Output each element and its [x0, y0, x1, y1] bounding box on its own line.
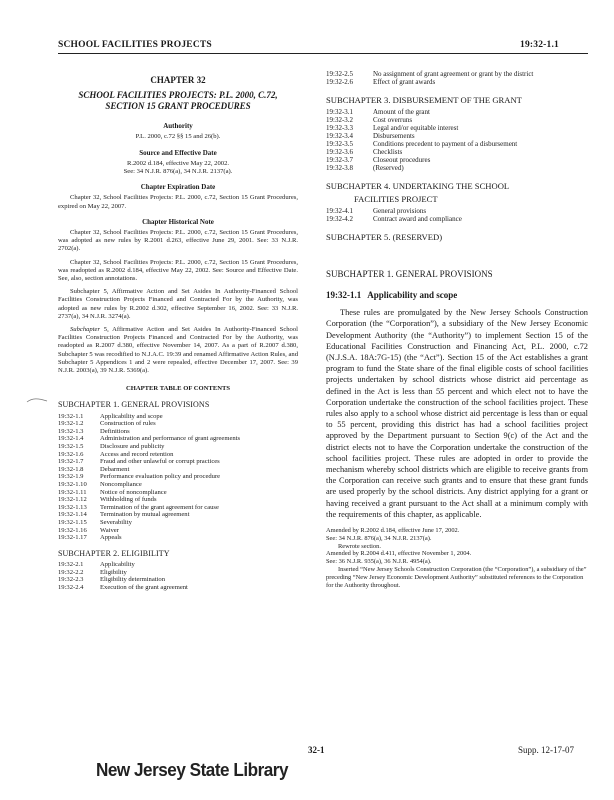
toc-section-title: Noncompliance: [100, 481, 142, 489]
toc-section-number: 19:32-1.15: [58, 519, 87, 526]
toc-row: [58, 584, 298, 592]
toc-section-title: Appeals: [100, 534, 122, 542]
toc-section-number: 19:32-1.4: [58, 435, 84, 443]
toc-subchapter-4-list: [326, 207, 588, 223]
toc-section-number: 19:32-2.6: [326, 78, 354, 86]
left-column: [58, 72, 298, 591]
amendment-note-5: See: 36 N.J.R. 935(a), 36 N.J.R. 4954(a).: [326, 558, 432, 566]
toc-section-title: Applicability: [100, 560, 135, 568]
toc-section-number: 19:32-3.7: [326, 156, 354, 164]
toc-row: [326, 108, 588, 116]
toc-section-title: Definitions: [100, 427, 130, 435]
toc-heading: CHAPTER TABLE OF CONTENTS: [125, 385, 231, 393]
margin-pencil-mark: [26, 397, 48, 403]
toc-section-title: Construction of rules: [100, 420, 156, 428]
source-heading: Source and Effective Date: [139, 148, 217, 157]
toc-section-number: 19:32-3.4: [326, 132, 354, 140]
amendment-note-6: Inserted “New Jersey Schools Construction Corporation (the “Corporation”), a subsidiary of the” preceding “New Jersey Economic Development Authority” substituted references to the Corporation for the Authority throughout.: [326, 566, 587, 589]
toc-row: [58, 451, 298, 459]
toc-row: [326, 164, 588, 172]
toc-section-number: 19:32-1.16: [58, 526, 87, 534]
source-line-2: See: 34 N.J.R. 876(a), 34 N.J.R. 2137(a).: [123, 168, 233, 176]
toc-section-title: Checklists: [373, 148, 403, 156]
toc-row: [58, 481, 298, 489]
toc-section-number: 19:32-3.3: [326, 124, 354, 132]
toc-section-number: 19:32-1.2: [58, 420, 84, 428]
section-number: 19:32-1.1: [326, 289, 362, 300]
toc-row: [58, 489, 298, 497]
toc-subchapter-1-list: [58, 413, 298, 542]
toc-section-number: 19:32-4.1: [326, 207, 354, 215]
toc-section-title: Access and record retention: [100, 450, 174, 458]
toc-row: [58, 413, 298, 421]
toc-section-title: Waiver: [100, 526, 119, 534]
toc-section-title: Eligibility determination: [100, 576, 166, 584]
toc-row: [58, 473, 298, 481]
toc-section-number: 19:32-1.3: [58, 427, 84, 435]
toc-subchapter-3: SUBCHAPTER 3. DISBURSEMENT OF THE GRANT: [326, 95, 522, 105]
history-p4-lead: Subchapter: [70, 326, 101, 334]
section-body: These rules are promulgated by the New Jersey Schools Construction Corporation (the “Corporation”), a subsidiary of the New Jersey Economic Development Authority (the “Authority”) to implement Section 15 of the Educational Facilities Construction and Financing Act, P.L. 2000, c.72 (N.J.S.A. 18A:7G-15) (the “Act”). Section 15 of the Act establishes a grant program to fund the State share of the final eligible costs of school facilities projects undertaken by school districts whose district aid percentage as defined in the Act is less than 55 percent and which elect not to have the Corporation undertake the construction of the school facilities project. These rules also apply to a school whose district aid percentage is less than or equal to 55 percent, providing this district has had a school facilities project approved by the Department pursuant to Section 9(c) of the Act and the district elects not to have the Corporation undertake the construction of the school facilities project. These rules are adopted in order to provide the mechanism whereby school districts which are eligible to receive grants from the Corporation can receive such grants and to ensure that these grant funds are used properly by the school districts. Any district applying for a grant or having received a grant pursuant to the Act shall at a minimum comply with the requirements of this chapter, as applicable.: [326, 308, 588, 519]
supplement-date: Supp. 12-17-07: [518, 745, 574, 755]
toc-section-title: General provisions: [373, 207, 427, 215]
toc-row: [58, 435, 298, 443]
section-heading: [326, 291, 588, 300]
toc-row: [326, 116, 588, 124]
toc-section-number: 19:32-1.5: [58, 443, 84, 451]
toc-row: [58, 576, 298, 584]
toc-row: [58, 443, 298, 451]
toc-row: [326, 78, 588, 86]
toc-section-title: Termination of the grant agreement for cause: [100, 503, 219, 511]
toc-section-title: Cost overruns: [373, 116, 413, 124]
toc-section-number: 19:32-1.17: [58, 534, 87, 542]
chapter-number: CHAPTER 32: [150, 75, 206, 85]
toc-subchapter-2: SUBCHAPTER 2. ELIGIBILITY: [58, 548, 170, 558]
toc-row: [58, 428, 298, 436]
toc-section-number: 19:32-1.6: [58, 450, 84, 458]
toc-section-title: Debarment: [100, 465, 130, 473]
toc-section-title: Disbursements: [373, 132, 415, 140]
history-p4-text: 5, Affirmative Action and Set Asides In Authority-Financed School Facilities Construction Projects Financed and Contracted For by the Authority, was readopted as R.2007 d.380, effective November 14, 2007. As a part of R.2007 d.380, Subchapter 5 was recodified to N.J.A.C. 19:39 and renamed Affirmative Action Rules, and Subchapter 5 Appendices 1 and 2 were repealed, effective December 17, 2007. See: 39 N.J.R. 2003(a), 39 N.J.R. 5369(a).: [58, 326, 298, 375]
toc-row: [326, 124, 588, 132]
toc-subchapter-1: SUBCHAPTER 1. GENERAL PROVISIONS: [58, 400, 210, 410]
toc-row: [326, 140, 588, 148]
toc-section-title: Performance evaluation policy and procedure: [100, 473, 221, 481]
toc-section-title: Effect of grant awards: [373, 78, 436, 86]
toc-row: [58, 511, 298, 519]
subchapter-1-heading: SUBCHAPTER 1. GENERAL PROVISIONS: [326, 269, 493, 279]
section-title: Applicability and scope: [367, 289, 458, 300]
history-heading: Chapter Historical Note: [142, 217, 214, 226]
toc-section-number: 19:32-3.8: [326, 164, 354, 172]
toc-row: [58, 527, 298, 535]
toc-section-title: Disclosure and publicity: [100, 443, 165, 451]
toc-section-number: 19:32-1.11: [58, 488, 87, 496]
toc-row: [58, 519, 298, 527]
toc-section-title: Applicability and scope: [100, 412, 163, 420]
toc-section-number: 19:32-1.8: [58, 465, 84, 473]
toc-subchapter-2-continued: [326, 70, 588, 86]
authority-text: P.L. 2000, c.72 §§ 15 and 26(b).: [135, 133, 221, 141]
toc-section-number: 19:32-3.6: [326, 148, 354, 156]
toc-section-number: 19:32-2.3: [58, 576, 84, 584]
toc-section-title: No assignment of grant agreement or grant by the district: [373, 70, 534, 78]
toc-row: [326, 207, 588, 215]
toc-section-number: 19:32-1.9: [58, 473, 84, 481]
chapter-title: SCHOOL FACILITIES PROJECTS: P.L. 2000, C.72, SECTION 15 GRANT PROCEDURES: [78, 90, 278, 112]
page-number: 32-1: [308, 745, 325, 755]
toc-row: [58, 561, 298, 569]
toc-section-title: Eligibility: [100, 568, 127, 576]
toc-subchapter-5: SUBCHAPTER 5. (RESERVED): [326, 232, 443, 242]
toc-subchapter-4-line-1: SUBCHAPTER 4. UNDERTAKING THE SCHOOL: [326, 181, 510, 191]
history-paragraph-3: Subchapter 5, Affirmative Action and Set Asides In Authority-Financed School Facilities Construction Projects Financed and Contracted For by the Authority, was adopted as new rules by R.2002 d.302, effective September 16, 2002. See: 33 N.J.R. 2737(a), 34 N.J.R. 3274(a).: [58, 288, 298, 320]
expiration-text: Chapter 32, School Facilities Projects: P.L. 2000, c.72, Section 15 Grant Procedures, expired on May 22, 2007.: [58, 194, 298, 210]
toc-row: [58, 534, 298, 542]
toc-row: [58, 504, 298, 512]
amendment-note-3: Rewrote section.: [338, 542, 381, 550]
toc-row: [58, 569, 298, 577]
toc-section-title: Contract award and compliance: [373, 215, 462, 223]
toc-section-title: (Reserved): [373, 164, 404, 172]
right-column: [326, 70, 588, 589]
running-header-section: 19:32-1.1: [520, 40, 560, 50]
toc-section-number: 19:32-1.12: [58, 496, 87, 504]
toc-section-title: Severability: [100, 519, 132, 526]
toc-section-number: 19:32-2.2: [58, 568, 84, 576]
toc-section-number: 19:32-1.1: [58, 412, 84, 420]
toc-section-number: 19:32-1.10: [58, 481, 87, 489]
toc-section-title: Execution of the grant agreement: [100, 583, 188, 591]
toc-section-number: 19:32-1.14: [58, 511, 87, 519]
toc-section-number: 19:32-3.5: [326, 140, 354, 148]
source-line-1: R.2002 d.184, effective May 22, 2002.: [126, 159, 230, 167]
toc-section-title: Legal and/or equitable interest: [373, 124, 459, 132]
toc-row: [326, 70, 588, 78]
toc-section-number: 19:32-2.4: [58, 583, 84, 591]
library-stamp: New Jersey State Library: [96, 760, 289, 780]
toc-section-title: Notice of noncompliance: [100, 488, 167, 496]
toc-section-title: Conditions precedent to payment of a disbursement: [373, 140, 518, 148]
history-paragraph-4: [58, 326, 298, 375]
toc-subchapter-3-list: [326, 108, 588, 172]
toc-section-number: 19:32-4.2: [326, 215, 354, 223]
toc-section-title: Amount of the grant: [373, 108, 430, 116]
toc-row: [58, 420, 298, 428]
toc-section-title: Fraud and other unlawful or corrupt practices: [100, 458, 220, 466]
expiration-heading: Chapter Expiration Date: [140, 183, 216, 192]
toc-row: [58, 496, 298, 504]
running-header-title: SCHOOL FACILITIES PROJECTS: [58, 40, 212, 50]
toc-section-number: 19:32-3.2: [326, 116, 354, 124]
toc-section-title: Termination by mutual agreement: [100, 511, 190, 519]
toc-row: [326, 156, 588, 164]
authority-heading: Authority: [163, 122, 193, 131]
toc-section-title: Closeout procedures: [373, 156, 431, 164]
toc-section-title: Withholding of funds: [100, 496, 157, 504]
toc-row: [58, 466, 298, 474]
toc-row: [326, 215, 588, 223]
toc-subchapter-4-line-2: FACILITIES PROJECT: [354, 194, 438, 204]
toc-section-number: 19:32-1.13: [58, 503, 87, 511]
toc-section-title: Administration and performance of grant agreements: [100, 435, 241, 443]
toc-row: [326, 148, 588, 156]
toc-section-number: 19:32-3.1: [326, 108, 354, 116]
amendment-note-2: See: 34 N.J.R. 876(a), 34 N.J.R. 2137(a).: [326, 534, 432, 542]
toc-section-number: 19:32-1.7: [58, 458, 84, 466]
history-paragraph-2: Chapter 32, School Facilities Projects: P.L. 2000, c.72, Section 15 Grant Procedures, was readopted as R.2002 d.184, effective May 22, 2002. See: Source and Effective Date. See, also, section annotations.: [58, 258, 298, 283]
toc-section-number: 19:32-2.5: [326, 70, 354, 78]
toc-section-number: 19:32-2.1: [58, 560, 84, 568]
header-rule: [58, 53, 588, 54]
amendment-note-1: Amended by R.2002 d.184, effective June 17, 2002.: [326, 527, 460, 535]
toc-row: [326, 132, 588, 140]
history-paragraph-1: Chapter 32, School Facilities Projects: P.L. 2000, c.72, Section 15 Grant Procedures, was adopted as new rules by R.2001 d.263, effective June 29, 2001. See: 33 N.J.R. 2702(a).: [58, 229, 298, 253]
toc-row: [58, 458, 298, 466]
amendment-note-4: Amended by R.2004 d.411, effective November 1, 2004.: [326, 550, 472, 558]
toc-subchapter-2-list: [58, 561, 298, 591]
